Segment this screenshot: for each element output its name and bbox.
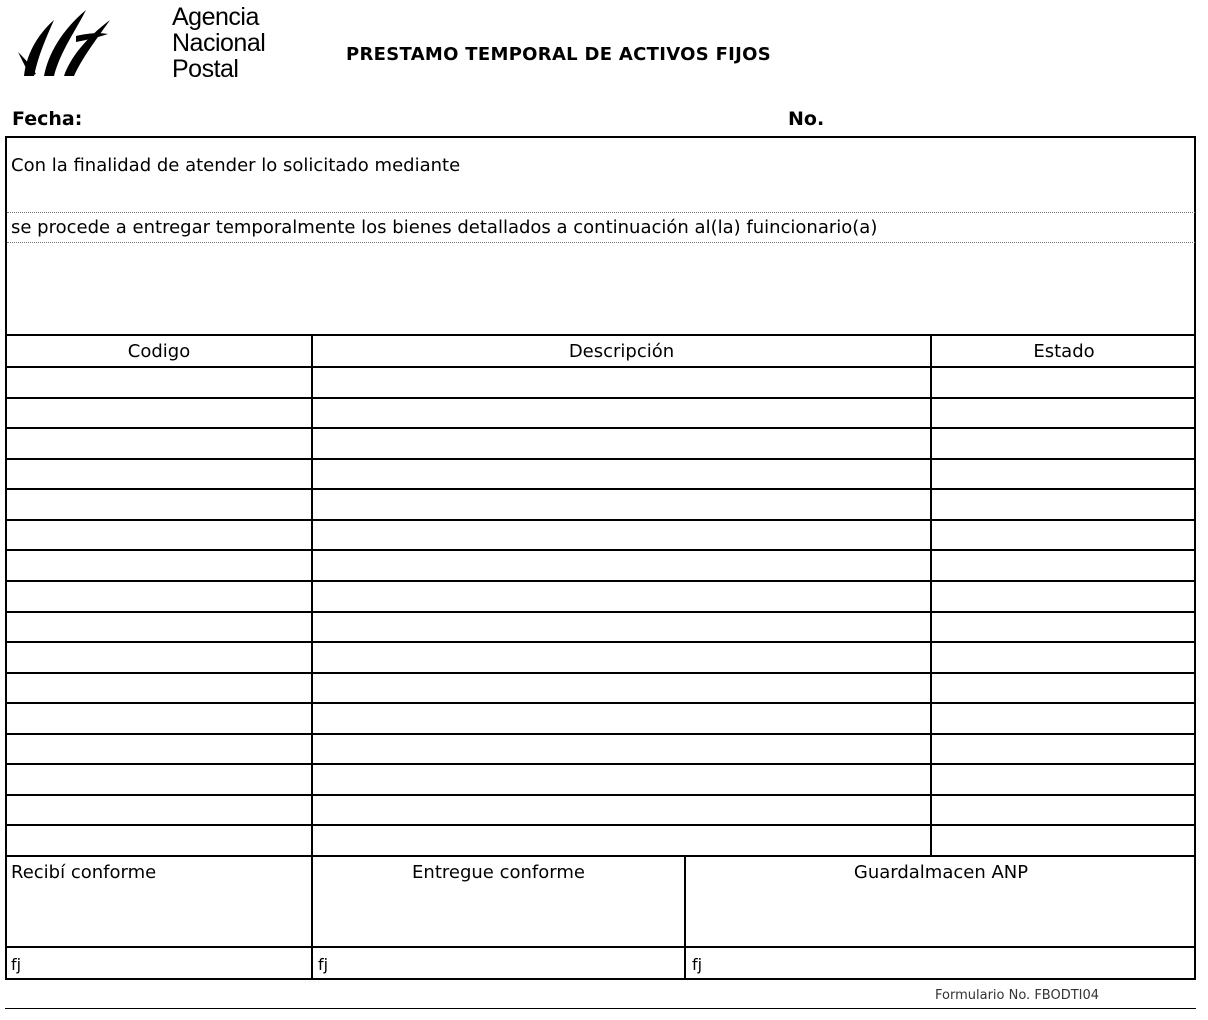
firma-label-3: fj [692, 955, 703, 974]
signature-top-border [5, 855, 1196, 857]
intro-field-line-1[interactable] [7, 212, 1195, 213]
table-row-border [5, 794, 1196, 796]
column-header-descripcion: Descripción [568, 341, 675, 362]
intro-field-line-2[interactable] [7, 242, 1195, 243]
table-row-border [5, 397, 1196, 399]
numero-label: No. [788, 108, 825, 130]
table-row-border [5, 458, 1196, 460]
firma-label-2: fj [318, 955, 329, 974]
firma-label-1: fj [11, 955, 22, 974]
guardalmacen-label: Guardalmacen ANP [853, 862, 1029, 883]
agency-logo-icon [16, 6, 114, 82]
table-row-border [5, 824, 1196, 826]
form-title: PRESTAMO TEMPORAL DE ACTIVOS FIJOS [346, 44, 772, 65]
fecha-label: Fecha: [12, 108, 83, 130]
intro-line-1: Con la finalidad de atender lo solicitado mediante [11, 155, 461, 176]
table-row-border [5, 733, 1196, 735]
entregue-conforme-label: Entregue conforme [412, 862, 585, 883]
recibi-conforme-label: Recibí conforme [11, 862, 157, 883]
table-divider-1 [311, 334, 313, 856]
table-row-border [5, 366, 1196, 368]
table-row-border [5, 488, 1196, 490]
column-header-codigo: Codigo [127, 341, 191, 362]
table-divider-2 [930, 334, 932, 856]
table-row-border [5, 763, 1196, 765]
table-row-border [5, 702, 1196, 704]
org-name-line-3: Postal [172, 55, 239, 83]
org-name-line-1: Agencia [172, 3, 259, 31]
form-number: Formulario No. FBODTI04 [935, 988, 1100, 1003]
org-name-line-2: Nacional [172, 29, 266, 57]
table-row-border [5, 641, 1196, 643]
table-row-border [5, 580, 1196, 582]
intro-line-2: se procede a entregar temporalmente los bienes detallados a continuación al(la) fuincionario(a) [11, 217, 878, 238]
table-row-border [5, 427, 1196, 429]
table-row-border [5, 549, 1196, 551]
column-header-estado: Estado [1033, 341, 1095, 362]
table-row-border [5, 611, 1196, 613]
form-frame [5, 136, 1196, 980]
footer-line [5, 1008, 1196, 1009]
firma-row-border [5, 946, 1196, 948]
table-top-border [5, 334, 1196, 336]
table-row-border [5, 672, 1196, 674]
table-row-border [5, 519, 1196, 521]
